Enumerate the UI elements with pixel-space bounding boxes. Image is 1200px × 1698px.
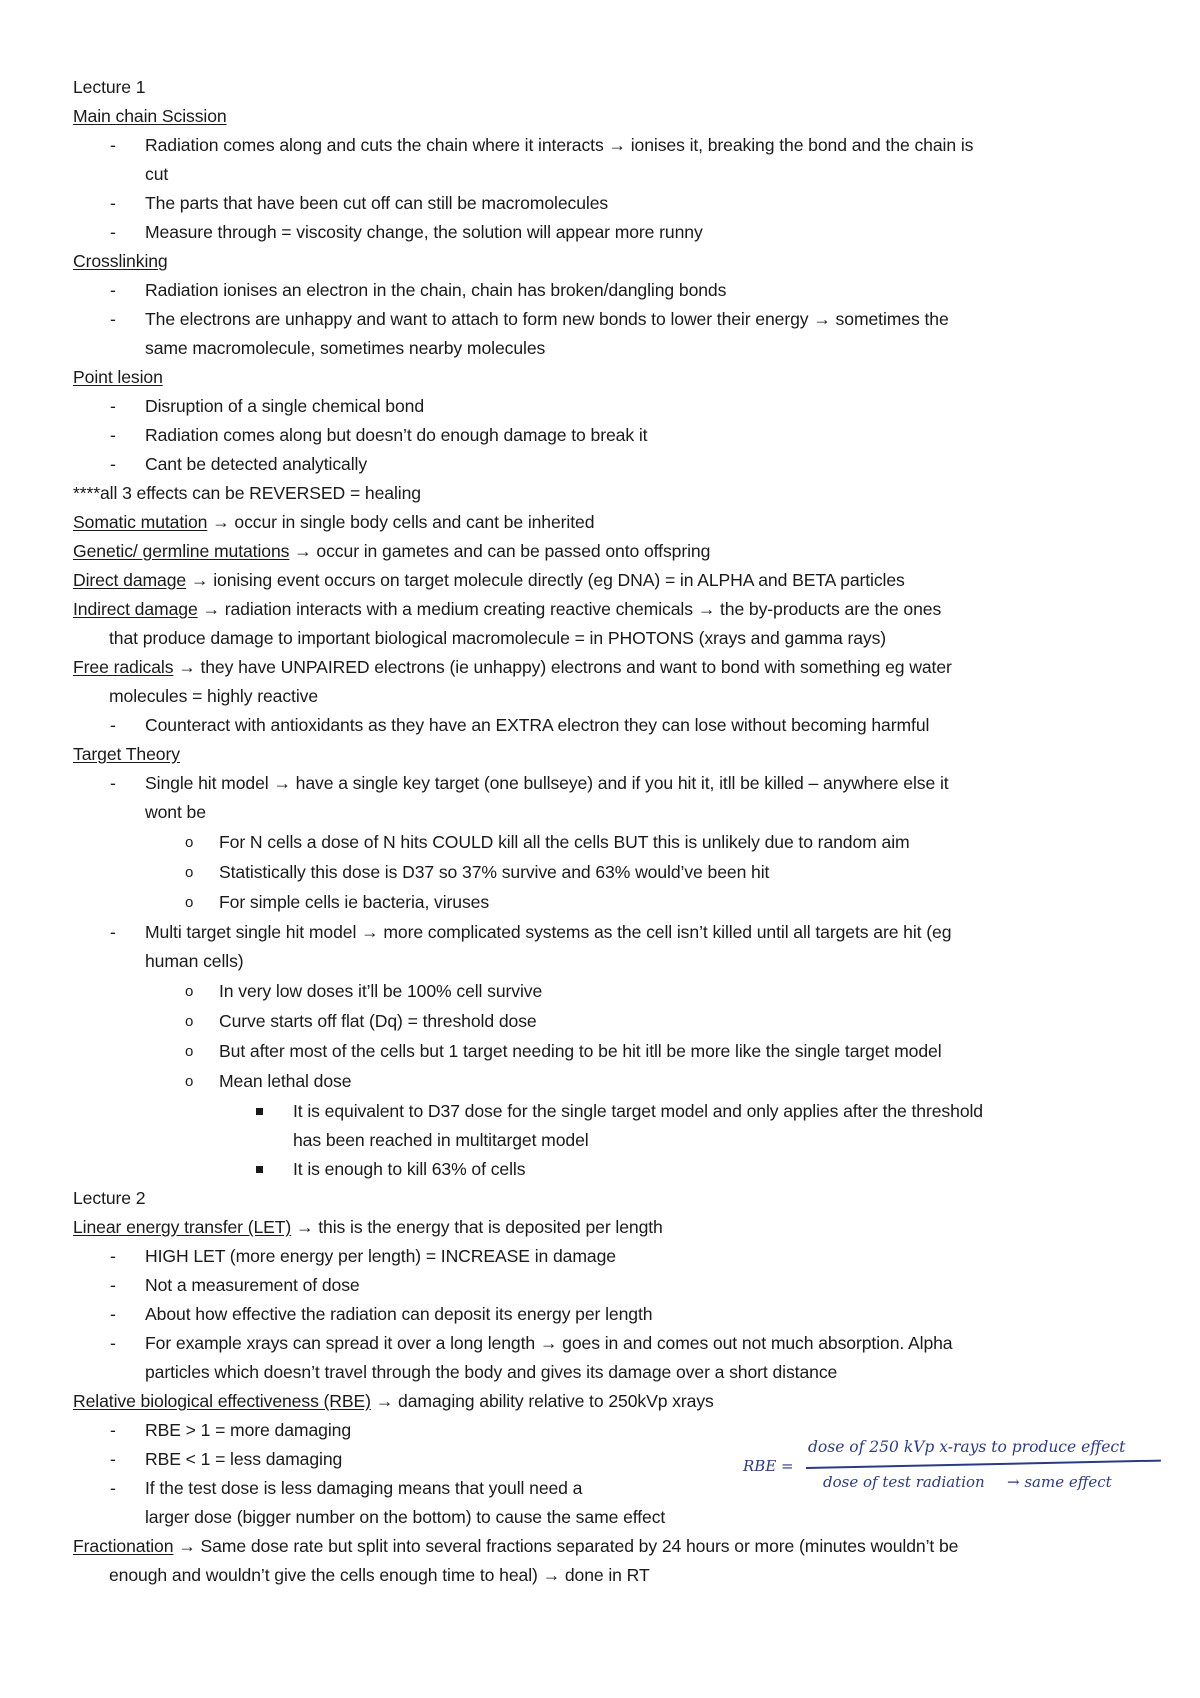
sub-list-item: Curve starts off flat (Dq) = threshold dose xyxy=(219,1011,537,1031)
list-item-continued: cut xyxy=(145,164,169,184)
list-dash: - xyxy=(110,309,116,329)
sub-sub-list-item-continued: has been reached in multitarget model xyxy=(293,1130,589,1150)
definition-genetic-mutation xyxy=(73,537,710,566)
list-dash: - xyxy=(110,396,116,416)
list-item-continued: human cells) xyxy=(145,951,244,971)
list-dash: - xyxy=(110,1478,116,1498)
list-item: If the test dose is less damaging means that youll need a xyxy=(145,1478,583,1498)
definition-direct-damage xyxy=(73,566,905,595)
circle-bullet: o xyxy=(185,983,194,1000)
list-item-continued: larger dose (bigger number on the bottom) to cause the same effect xyxy=(145,1507,666,1527)
list-item: Counteract with antioxidants as they have an EXTRA electron they can lose without becoming harmful xyxy=(145,715,930,735)
list-dash: - xyxy=(110,135,116,155)
list-item: Radiation ionises an electron in the chain, chain has broken/dangling bonds xyxy=(145,280,727,300)
list-dash: - xyxy=(110,1333,116,1353)
list-item: Cant be detected analytically xyxy=(145,454,368,474)
list-item: HIGH LET (more energy per length) = INCREASE in damage xyxy=(145,1246,616,1266)
list-item: Radiation comes along and cuts the chain where it interacts → ionises it, breaking the bond and the chain is xyxy=(145,135,974,155)
list-item: The electrons are unhappy and want to attach to form new bonds to lower their energy → sometimes the xyxy=(145,309,949,329)
handwritten-same-effect: → same effect xyxy=(1007,1473,1112,1491)
square-bullet xyxy=(256,1108,263,1115)
circle-bullet: o xyxy=(185,864,194,881)
circle-bullet: o xyxy=(185,834,194,851)
list-item-continued: particles which doesn’t travel through the body and gives its damage over a short distance xyxy=(145,1362,838,1382)
list-item: RBE < 1 = less damaging xyxy=(145,1449,343,1469)
heading-crosslinking: Crosslinking xyxy=(73,251,168,271)
list-dash: - xyxy=(110,715,116,735)
list-item: RBE > 1 = more damaging xyxy=(145,1420,352,1440)
list-dash: - xyxy=(110,280,116,300)
circle-bullet: o xyxy=(185,1073,194,1090)
list-dash: - xyxy=(110,1420,116,1440)
list-dash: - xyxy=(110,454,116,474)
definition-continued: molecules = highly reactive xyxy=(109,686,319,706)
heading-target-theory: Target Theory xyxy=(73,744,180,764)
definition-rbe xyxy=(73,1387,714,1416)
list-item: Disruption of a single chemical bond xyxy=(145,396,425,416)
circle-bullet: o xyxy=(185,1043,194,1060)
term: Indirect damage xyxy=(73,599,198,619)
definition-somatic-mutation xyxy=(73,508,594,537)
sub-sub-list-item: It is enough to kill 63% of cells xyxy=(293,1159,526,1179)
definition-continued: enough and wouldn’t give the cells enough time to heal) → done in RT xyxy=(109,1565,650,1585)
list-dash: - xyxy=(110,1275,116,1295)
list-item: Measure through = viscosity change, the solution will appear more runny xyxy=(145,222,703,242)
list-item: Single hit model → have a single key target (one bullseye) and if you hit it, itll be killed – anywhere else it xyxy=(145,773,949,793)
definition: → occur in gametes and can be passed onto offspring xyxy=(289,541,711,561)
handwritten-rbe-label: RBE = xyxy=(743,1457,794,1475)
sub-list-item: For N cells a dose of N hits COULD kill all the cells BUT this is unlikely due to random aim xyxy=(219,832,910,852)
sub-list-item: Mean lethal dose xyxy=(219,1071,352,1091)
list-dash: - xyxy=(110,1246,116,1266)
definition-let xyxy=(73,1213,663,1242)
list-dash: - xyxy=(110,922,116,942)
handwritten-fraction-bar xyxy=(806,1460,1161,1469)
definition: → Same dose rate but split into several fractions separated by 24 hours or more (minutes wouldn’t be xyxy=(173,1536,959,1556)
list-item: About how effective the radiation can deposit its energy per length xyxy=(145,1304,653,1324)
list-item: The parts that have been cut off can still be macromolecules xyxy=(145,193,609,213)
circle-bullet: o xyxy=(185,1013,194,1030)
note-healing: ****all 3 effects can be REVERSED = healing xyxy=(73,483,421,503)
definition-fractionation xyxy=(73,1532,958,1561)
term: Relative biological effectiveness (RBE) xyxy=(73,1391,371,1411)
term: Genetic/ germline mutations xyxy=(73,541,290,561)
list-item: For example xrays can spread it over a long length → goes in and comes out not much absorption. Alpha xyxy=(145,1333,953,1353)
list-dash: - xyxy=(110,193,116,213)
sub-sub-list-item: It is equivalent to D37 dose for the single target model and only applies after the threshold xyxy=(293,1101,983,1121)
term: Direct damage xyxy=(73,570,187,590)
list-dash: - xyxy=(110,222,116,242)
term: Free radicals xyxy=(73,657,174,677)
heading-lecture-1: Lecture 1 xyxy=(73,77,146,97)
heading-lecture-2: Lecture 2 xyxy=(73,1188,146,1208)
handwritten-denominator: dose of test radiation xyxy=(823,1473,985,1491)
circle-bullet: o xyxy=(185,894,194,911)
list-dash: - xyxy=(110,1449,116,1469)
list-dash: - xyxy=(110,773,116,793)
definition: → radiation interacts with a medium creating reactive chemicals → the by-products are the ones xyxy=(197,599,942,619)
list-item-continued: wont be xyxy=(145,802,206,822)
definition-indirect-damage xyxy=(73,595,941,624)
definition: → they have UNPAIRED electrons (ie unhappy) electrons and want to bond with something eg water xyxy=(173,657,952,677)
list-item: Radiation comes along but doesn’t do enough damage to break it xyxy=(145,425,648,445)
definition: → ionising event occurs on target molecule directly (eg DNA) = in ALPHA and BETA particles xyxy=(186,570,905,590)
sub-list-item: For simple cells ie bacteria, viruses xyxy=(219,892,490,912)
term: Linear energy transfer (LET) xyxy=(73,1217,292,1237)
definition-free-radicals xyxy=(73,653,952,682)
list-item-continued: same macromolecule, sometimes nearby molecules xyxy=(145,338,546,358)
handwritten-numerator: dose of 250 kVp x-rays to produce effect xyxy=(808,1438,1126,1456)
list-dash: - xyxy=(110,425,116,445)
list-dash: - xyxy=(110,1304,116,1324)
list-item: Multi target single hit model → more complicated systems as the cell isn’t killed until all targets are hit (eg xyxy=(145,922,952,942)
term: Somatic mutation xyxy=(73,512,208,532)
definition: → damaging ability relative to 250kVp xrays xyxy=(370,1391,714,1411)
term: Fractionation xyxy=(73,1536,174,1556)
heading-main-chain-scission: Main chain Scission xyxy=(73,106,227,126)
sub-list-item: But after most of the cells but 1 target needing to be hit itll be more like the single target model xyxy=(219,1041,942,1061)
list-item: Not a measurement of dose xyxy=(145,1275,360,1295)
heading-point-lesion: Point lesion xyxy=(73,367,163,387)
definition: → this is the energy that is deposited per length xyxy=(291,1217,663,1237)
sub-list-item: In very low doses it’ll be 100% cell survive xyxy=(219,981,543,1001)
sub-list-item: Statistically this dose is D37 so 37% survive and 63% would’ve been hit xyxy=(219,862,770,882)
definition: → occur in single body cells and cant be inherited xyxy=(207,512,595,532)
square-bullet xyxy=(256,1166,263,1173)
definition-continued: that produce damage to important biological macromolecule = in PHOTONS (xrays and gamma rays) xyxy=(109,628,887,648)
